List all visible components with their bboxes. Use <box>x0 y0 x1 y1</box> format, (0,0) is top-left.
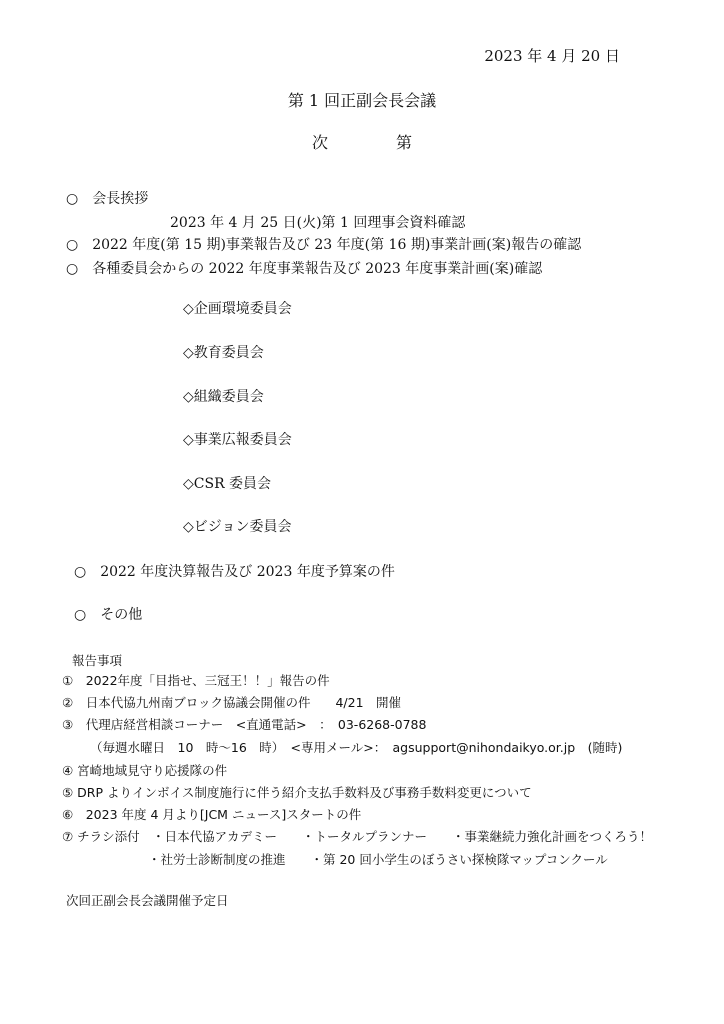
report-item: ① 2022年度「目指せ、三冠王！！」報告の件 <box>62 673 330 688</box>
committee-item: ◇企画環境委員会 <box>183 301 292 317</box>
report-item: ⑥ 2023 年度 4 月より[JCM ニュース]スタートの件 <box>62 807 362 822</box>
document-subtitle: 次 第 <box>311 133 438 152</box>
committee-item: ◇ビジョン委員会 <box>183 519 292 535</box>
committee-item: ◇教育委員会 <box>183 345 264 361</box>
agenda-item: ○ 2022 年度(第 15 期)事業報告及び 23 年度(第 16 期)事業計画(案)報告の確認 <box>66 237 582 253</box>
agenda-item: ○ 会長挨拶 <box>66 191 149 207</box>
document-date: 2023 年 4 月 20 日 <box>484 47 620 65</box>
agenda-item: 2023 年 4 月 25 日(火)第 1 回理事会資料確認 <box>170 215 466 231</box>
agenda-item: ○ 各種委員会からの 2022 年度事業報告及び 2023 年度事業計画(案)確認 <box>66 261 543 277</box>
report-item: ④ 宮崎地域見守り応援隊の件 <box>62 763 228 778</box>
report-item: ② 日本代協九州南ブロック協議会開催の件 4/21 開催 <box>62 695 402 710</box>
other-item: ○ その他 <box>74 607 143 623</box>
report-item: ・社労士診断制度の推進 ・第 20 回小学生のぼうさい探検隊マップコンクール <box>148 852 608 867</box>
report-item: ⑤ DRP よりインボイス制度施行に伴う紹介支払手数料及び事務手数料変更について <box>62 785 532 800</box>
report-item: （毎週水曜日 10 時～16 時） <専用メール>： agsupport@nihondaikyo.or.jp (随時) <box>90 740 623 755</box>
next-meeting-label: 次回正副会長会議開催予定日 <box>66 893 229 908</box>
committee-item: ◇事業広報委員会 <box>183 432 292 448</box>
report-heading: 報告事項 <box>72 653 123 668</box>
document-title: 第 1 回正副会長会議 <box>287 91 437 110</box>
committee-item: ◇CSR 委員会 <box>183 476 272 492</box>
report-item: ③ 代理店経営相談コーナー <直通電話> ： 03-6268-0788 <box>62 717 427 732</box>
report-item: ⑦ チラシ添付 ・日本代協アカデミー ・トータルプランナー ・事業継続力強化計画をつくろう！ <box>62 829 653 844</box>
budget-item: ○ 2022 年度決算報告及び 2023 年度予算案の件 <box>74 564 395 580</box>
committee-item: ◇組織委員会 <box>183 389 264 405</box>
